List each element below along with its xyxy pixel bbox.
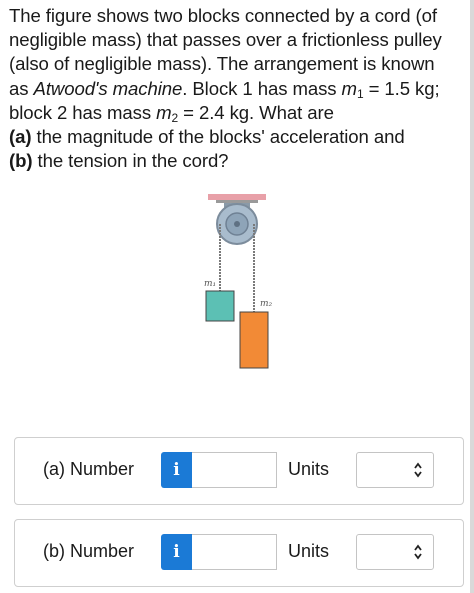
m2-value-text: = 2.4 kg. What are bbox=[178, 101, 334, 123]
pulley-axle bbox=[234, 221, 240, 227]
part-a-tag: (a) bbox=[9, 126, 32, 148]
m1-label: m₁ bbox=[204, 279, 217, 289]
answer-b-units-label: Units bbox=[288, 541, 330, 561]
answer-b-label: (b) Number bbox=[43, 541, 135, 561]
block-2 bbox=[240, 312, 268, 368]
ceiling-bracket bbox=[216, 200, 258, 203]
part-b-tag: (b) bbox=[9, 150, 33, 172]
answer-b-number-input[interactable] bbox=[192, 534, 277, 570]
page-edge-rule bbox=[470, 0, 474, 593]
answer-a-label: (a) Number bbox=[43, 459, 135, 479]
problem-statement bbox=[9, 4, 449, 173]
answer-row-b bbox=[14, 519, 464, 587]
m2-subscript: 2 bbox=[171, 110, 179, 125]
answer-b-units-select[interactable] bbox=[356, 534, 434, 570]
m1-value-text: = 1.5 kg; block 2 has mass bbox=[9, 77, 440, 123]
m2-label: m₂ bbox=[260, 299, 273, 309]
atwood-diagram bbox=[196, 194, 286, 374]
answer-a-units-label: Units bbox=[288, 459, 330, 479]
block-1 bbox=[206, 291, 234, 321]
info-icon[interactable]: i bbox=[161, 452, 192, 488]
atwood-machine-figure bbox=[196, 194, 286, 374]
m1-symbol: m bbox=[341, 77, 357, 99]
problem-text: . Block 1 has mass bbox=[182, 77, 342, 99]
m2-symbol: m bbox=[156, 101, 172, 123]
answer-a-number-input[interactable] bbox=[192, 452, 277, 488]
part-b-text: the tension in the cord? bbox=[32, 150, 229, 172]
problem-term: Atwood's machine bbox=[33, 77, 183, 99]
m1-subscript: 1 bbox=[356, 86, 364, 101]
answer-a-units-select[interactable] bbox=[356, 452, 434, 488]
answer-row-a bbox=[14, 437, 464, 505]
chevron-up-down-icon bbox=[413, 543, 423, 561]
part-a-text: the magnitude of the blocks' acceleration and bbox=[31, 126, 405, 148]
problem-intro: The figure shows two blocks connected by a cord (of negligible mass) that passes over a frictionless pulley (also of negligible mass). The arrangement is known as bbox=[9, 5, 442, 99]
chevron-up-down-icon bbox=[413, 461, 423, 479]
ceiling-mount bbox=[208, 194, 266, 200]
info-icon[interactable]: i bbox=[161, 534, 192, 570]
